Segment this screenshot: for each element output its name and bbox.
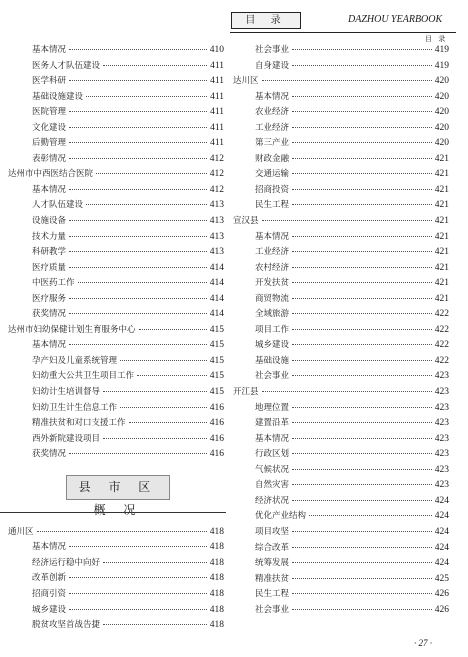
toc-entry-title: 基本情况 [32, 45, 67, 55]
dot-leader [292, 65, 432, 66]
toc-entry-title: 医务人才队伍建设 [32, 60, 101, 71]
toc-entry-page: 416 [209, 418, 224, 429]
toc-entry-page: 419 [434, 45, 449, 55]
toc-entry[interactable] [0, 587, 226, 603]
dot-leader [69, 236, 207, 237]
dot-leader [292, 531, 432, 532]
toc-entry[interactable] [0, 105, 226, 121]
toc-entry-page: 420 [434, 107, 449, 118]
toc-entry-page: 411 [210, 138, 224, 149]
dot-leader [292, 609, 432, 610]
toc-entry-page: 424 [434, 558, 449, 569]
section-rule [0, 512, 226, 513]
toc-entry-title: 医学科研 [32, 76, 67, 87]
toc-entry[interactable] [233, 587, 451, 603]
toc-entry-page: 423 [434, 387, 449, 398]
dot-leader [103, 438, 207, 439]
toc-entry[interactable] [233, 292, 451, 308]
toc-entry-page: 423 [434, 418, 449, 429]
toc-entry-title: 商贸物流 [255, 293, 290, 304]
toc-entry[interactable] [0, 540, 226, 556]
toc-entry[interactable] [0, 230, 226, 246]
dot-leader [69, 577, 207, 578]
toc-entry-title: 招商引资 [32, 588, 67, 599]
toc-entry[interactable] [233, 494, 451, 510]
toc-entry-title: 自身建设 [255, 60, 290, 71]
toc-entry-page: 411 [210, 76, 224, 87]
toc-entry[interactable] [0, 276, 226, 292]
toc-entry[interactable] [233, 90, 451, 106]
toc-entry[interactable] [0, 183, 226, 199]
dot-leader [86, 204, 207, 205]
toc-entry-page: 413 [209, 200, 224, 211]
toc-entry-title: 改革创新 [32, 573, 67, 584]
toc-entry-title: 经济运行稳中向好 [32, 557, 101, 568]
toc-entry-title: 医院管理 [32, 107, 67, 118]
toc-entry-title: 医疗服务 [32, 293, 67, 304]
header-rule [230, 32, 456, 33]
dot-leader [69, 142, 207, 143]
toc-entry[interactable] [233, 463, 451, 479]
dot-leader [69, 546, 207, 547]
toc-entry-title: 民生工程 [255, 200, 290, 211]
dot-leader [292, 453, 432, 454]
toc-entry-page: 411 [210, 91, 224, 102]
toc-entry-page: 423 [434, 464, 449, 475]
toc-entry-title: 基础设施建设 [32, 91, 84, 102]
toc-entry-title: 科研教学 [32, 247, 67, 258]
toc-entry-title: 工业经济 [255, 122, 290, 133]
dot-leader [292, 593, 432, 594]
dot-leader [292, 547, 432, 548]
dot-leader [292, 189, 432, 190]
toc-entry[interactable] [0, 167, 226, 183]
toc-entry[interactable] [0, 59, 226, 75]
toc-entry-page: 421 [434, 153, 449, 164]
dot-leader [37, 531, 207, 532]
toc-left-list [0, 43, 226, 463]
dot-leader [292, 96, 432, 97]
toc-entry-page: 423 [434, 449, 449, 460]
toc-entry[interactable] [233, 230, 451, 246]
dot-leader [292, 313, 432, 314]
header-subtitle: 目 录 [425, 35, 448, 43]
toc-entry-title: 基本情况 [255, 91, 290, 102]
dot-leader [262, 220, 432, 221]
toc-entry-page: 423 [434, 402, 449, 413]
dot-leader [69, 453, 207, 454]
toc-entry-title: 人才队伍建设 [32, 200, 84, 211]
dot-leader [137, 375, 207, 376]
toc-entry[interactable] [233, 105, 451, 121]
toc-entry-title: 农村经济 [255, 262, 290, 273]
toc-entry[interactable] [0, 121, 226, 137]
toc-entry[interactable] [233, 556, 451, 572]
toc-entry-page: 413 [209, 216, 224, 227]
toc-entry-title: 基本情况 [32, 184, 67, 195]
toc-entry[interactable] [233, 603, 451, 619]
toc-entry[interactable] [233, 43, 451, 59]
dot-leader [69, 158, 207, 159]
dot-leader [262, 391, 432, 392]
toc-entry[interactable] [0, 385, 226, 401]
dot-leader [292, 360, 432, 361]
toc-entry-page: 422 [434, 309, 449, 320]
toc-entry-page: 418 [209, 542, 224, 553]
toc-entry-page: 411 [210, 122, 224, 133]
toc-entry-title: 达州市中西医结合医院 [8, 169, 94, 180]
toc-entry-title: 项目工作 [255, 324, 290, 335]
dot-leader [139, 329, 207, 330]
toc-entry-page: 415 [209, 355, 224, 366]
toc-entry[interactable] [233, 432, 451, 448]
dot-leader [69, 344, 207, 345]
toc-entry-page: 415 [209, 371, 224, 382]
toc-entry-title: 基础设施 [255, 355, 290, 366]
toc-entry-title: 城乡建设 [32, 604, 67, 615]
toc-entry-page: 422 [434, 340, 449, 351]
running-title: DAZHOU YEARBOOK [348, 14, 443, 25]
dot-leader [292, 484, 432, 485]
dot-leader [69, 313, 207, 314]
toc-entry-title: 全域旅游 [255, 309, 290, 320]
toc-entry[interactable] [233, 136, 451, 152]
toc-entry-page: 421 [434, 169, 449, 180]
toc-entry-page: 416 [209, 402, 224, 413]
toc-right-list [233, 43, 451, 618]
toc-entry-title: 宣汉县 [233, 216, 259, 227]
toc-entry[interactable] [0, 556, 226, 572]
toc-entry-title: 基本情况 [32, 542, 67, 553]
section-divider [0, 463, 226, 525]
toc-entry-page: 412 [209, 153, 224, 164]
toc-entry-page: 414 [209, 309, 224, 320]
dot-leader [292, 142, 432, 143]
toc-entry[interactable] [233, 74, 451, 90]
dot-leader [292, 578, 432, 579]
toc-entry-title: 精准扶贫 [255, 573, 290, 584]
toc-entry-title: 农业经济 [255, 107, 290, 118]
toc-entry-page: 424 [434, 511, 449, 522]
toc-entry-page: 412 [209, 184, 224, 195]
toc-entry-page: 420 [434, 122, 449, 133]
toc-entry[interactable] [233, 509, 451, 525]
toc-entry-title: 达州市妇幼保健计划生育服务中心 [8, 324, 136, 335]
dot-leader [292, 407, 432, 408]
toc-entry-page: 423 [434, 433, 449, 444]
toc-entry[interactable] [233, 369, 451, 385]
toc-entry[interactable] [233, 183, 451, 199]
dot-leader [292, 49, 432, 50]
toc-entry[interactable] [233, 354, 451, 370]
toc-entry-title: 开江县 [233, 387, 259, 398]
toc-entry-page: 415 [209, 340, 224, 351]
toc-entry-title: 第三产业 [255, 138, 290, 149]
toc-entry-title: 社会事业 [255, 604, 290, 615]
dot-leader [69, 49, 207, 50]
toc-entry-title: 招商投资 [255, 184, 290, 195]
toc-entry-title: 中医药工作 [32, 278, 75, 289]
toc-entry-title: 通川区 [8, 526, 34, 537]
toc-entry-page: 418 [209, 526, 224, 537]
toc-entry[interactable] [0, 401, 226, 417]
dot-leader [292, 469, 432, 470]
toc-entry-page: 420 [434, 138, 449, 149]
toc-entry[interactable] [233, 525, 451, 541]
dot-leader [292, 173, 432, 174]
toc-entry-page: 422 [434, 324, 449, 335]
toc-entry-title: 社会事业 [255, 371, 290, 382]
toc-entry-page: 419 [434, 60, 449, 71]
dot-leader [69, 111, 207, 112]
toc-entry-title: 获奖情况 [32, 449, 67, 460]
toc-entry[interactable] [233, 121, 451, 137]
dot-leader [292, 267, 432, 268]
toc-entry-page: 425 [434, 573, 449, 584]
toc-entry-page: 412 [209, 169, 224, 180]
toc-entry-page: 416 [209, 449, 224, 460]
toc-entry[interactable] [0, 307, 226, 323]
toc-entry-page: 421 [434, 278, 449, 289]
dot-leader [292, 422, 432, 423]
toc-entry-page: 420 [434, 91, 449, 102]
toc-entry-page: 413 [209, 231, 224, 242]
toc-entry-title: 地理位置 [255, 402, 290, 413]
dot-leader [69, 298, 207, 299]
toc-entry-page: 421 [434, 200, 449, 211]
toc-entry-page: 411 [210, 107, 224, 118]
toc-entry[interactable] [233, 478, 451, 494]
toc-entry[interactable] [0, 447, 226, 463]
toc-entry-page: 415 [209, 324, 224, 335]
toc-entry-title: 西外新院建设项目 [32, 433, 101, 444]
toc-entry-page: 416 [209, 433, 224, 444]
toc-entry-title: 技术力量 [32, 231, 67, 242]
toc-entry[interactable] [0, 261, 226, 277]
toc-entry[interactable] [233, 323, 451, 339]
toc-entry[interactable] [0, 90, 226, 106]
toc-entry-title: 交通运输 [255, 169, 290, 180]
dot-leader [292, 251, 432, 252]
toc-entry[interactable] [233, 447, 451, 463]
toc-entry-title: 行政区划 [255, 449, 290, 460]
toc-entry-title: 经济状况 [255, 495, 290, 506]
toc-entry-title: 项目攻坚 [255, 526, 290, 537]
toc-entry[interactable] [233, 416, 451, 432]
toc-entry-page: 422 [434, 355, 449, 366]
dot-leader [69, 220, 207, 221]
toc-entry[interactable] [0, 525, 226, 541]
dot-leader [292, 298, 432, 299]
toc-entry-title: 孕产妇及儿童系统管理 [32, 355, 118, 366]
toc-entry[interactable] [0, 152, 226, 168]
toc-entry[interactable] [233, 167, 451, 183]
toc-entry-page: 418 [209, 604, 224, 615]
toc-entry[interactable] [0, 354, 226, 370]
toc-entry-page: 423 [434, 480, 449, 491]
toc-entry-title: 妇幼计生培训督导 [32, 387, 101, 398]
toc-entry[interactable] [0, 43, 226, 59]
toc-entry-page: 414 [209, 293, 224, 304]
toc-entry-title: 城乡建设 [255, 340, 290, 351]
dot-leader [292, 111, 432, 112]
dot-leader [292, 127, 432, 128]
toc-entry[interactable] [233, 276, 451, 292]
toc-entry-page: 426 [434, 589, 449, 600]
dot-leader [103, 391, 207, 392]
toc-entry-title: 基本情况 [255, 433, 290, 444]
toc-entry-page: 421 [434, 293, 449, 304]
toc-entry[interactable] [233, 401, 451, 417]
toc-entry-page: 418 [209, 557, 224, 568]
dot-leader [292, 438, 432, 439]
toc-entry[interactable] [0, 214, 226, 230]
toc-entry-page: 426 [434, 604, 449, 615]
dot-leader [292, 282, 432, 283]
dot-leader [292, 204, 432, 205]
toc-entry[interactable] [233, 338, 451, 354]
toc-header-title: 目 录 [245, 15, 287, 26]
toc-entry-title: 自然灾害 [255, 480, 290, 491]
toc-entry-title: 统筹发展 [255, 558, 290, 569]
toc-entry-title: 气候状况 [255, 464, 290, 475]
toc-entry[interactable] [0, 432, 226, 448]
dot-leader [78, 282, 207, 283]
toc-entry[interactable] [233, 307, 451, 323]
toc-entry-title: 基本情况 [255, 231, 290, 242]
toc-entry[interactable] [0, 292, 226, 308]
toc-left-list-after [0, 525, 226, 634]
dot-leader [292, 158, 432, 159]
toc-entry-page: 410 [209, 45, 224, 55]
toc-entry-title: 建置沿革 [255, 418, 290, 429]
toc-entry[interactable] [233, 245, 451, 261]
toc-entry-title: 工业经济 [255, 247, 290, 258]
toc-entry-page: 413 [209, 247, 224, 258]
dot-leader [292, 562, 432, 563]
section-banner: 县 市 区 概 况 [66, 475, 170, 500]
toc-entry-title: 优化产业结构 [255, 511, 307, 522]
toc-entry[interactable] [233, 198, 451, 214]
dot-leader [292, 344, 432, 345]
toc-entry-title: 设施设备 [32, 216, 67, 227]
dot-leader [69, 127, 207, 128]
dot-leader [86, 96, 207, 97]
dot-leader [69, 593, 207, 594]
dot-leader [309, 515, 432, 516]
toc-right-column [233, 43, 451, 618]
toc-entry[interactable] [0, 198, 226, 214]
toc-entry[interactable] [0, 571, 226, 587]
toc-entry-title: 达川区 [233, 76, 259, 87]
toc-entry[interactable] [233, 541, 451, 557]
dot-leader [96, 173, 207, 174]
toc-entry-title: 民生工程 [255, 589, 290, 600]
toc-entry-title: 精准扶贫和对口支援工作 [32, 418, 126, 429]
toc-entry-page: 421 [434, 262, 449, 273]
toc-entry[interactable] [233, 385, 451, 401]
toc-entry[interactable] [0, 338, 226, 354]
toc-entry-page: 418 [209, 620, 224, 631]
toc-entry-page: 418 [209, 588, 224, 599]
toc-entry-page: 415 [209, 387, 224, 398]
toc-entry[interactable] [0, 323, 226, 339]
toc-entry-title: 基本情况 [32, 340, 67, 351]
dot-leader [69, 80, 207, 81]
dot-leader [292, 500, 432, 501]
toc-entry-title: 医疗质量 [32, 262, 67, 273]
toc-entry-page: 414 [209, 262, 224, 273]
toc-entry-title: 妇幼重大公共卫生项目工作 [32, 371, 135, 382]
toc-entry-title: 开发扶贫 [255, 278, 290, 289]
dot-leader [69, 189, 207, 190]
toc-entry[interactable] [0, 245, 226, 261]
toc-entry-title: 表彰情况 [32, 153, 67, 164]
toc-entry-page: 414 [209, 278, 224, 289]
dot-leader [129, 422, 207, 423]
toc-entry-title: 财政金融 [255, 153, 290, 164]
dot-leader [69, 251, 207, 252]
toc-entry[interactable] [0, 74, 226, 90]
toc-entry-page: 421 [434, 247, 449, 258]
toc-entry[interactable] [0, 416, 226, 432]
toc-entry-title: 妇幼卫生计生信息工作 [32, 402, 118, 413]
toc-entry[interactable] [233, 152, 451, 168]
dot-leader [262, 80, 432, 81]
dot-leader [69, 267, 207, 268]
toc-entry-title: 后勤管理 [32, 138, 67, 149]
toc-entry-title: 综合改革 [255, 542, 290, 553]
toc-entry-page: 424 [434, 495, 449, 506]
dot-leader [292, 375, 432, 376]
page-number: · 27 · [414, 638, 432, 648]
dot-leader [103, 562, 207, 563]
toc-left-column [0, 43, 226, 634]
dot-leader [103, 624, 207, 625]
toc-entry[interactable] [233, 214, 451, 230]
toc-entry-page: 424 [434, 526, 449, 537]
toc-entry[interactable] [233, 572, 451, 588]
toc-entry-page: 421 [434, 216, 449, 227]
toc-entry-page: 411 [210, 60, 224, 71]
toc-entry[interactable] [0, 369, 226, 385]
toc-entry[interactable] [233, 261, 451, 277]
dot-leader [292, 329, 432, 330]
toc-entry-page: 421 [434, 184, 449, 195]
toc-entry-page: 423 [434, 371, 449, 382]
dot-leader [103, 65, 207, 66]
toc-entry[interactable] [233, 59, 451, 75]
toc-entry-page: 420 [434, 76, 449, 87]
toc-entry-page: 424 [434, 542, 449, 553]
dot-leader [69, 609, 207, 610]
dot-leader [120, 407, 207, 408]
toc-entry-title: 文化建设 [32, 122, 67, 133]
toc-header-box [231, 12, 301, 29]
toc-entry[interactable] [0, 603, 226, 619]
toc-entry[interactable] [0, 618, 226, 634]
toc-entry[interactable] [0, 136, 226, 152]
toc-entry-page: 418 [209, 573, 224, 584]
toc-entry-title: 获奖情况 [32, 309, 67, 320]
dot-leader [120, 360, 207, 361]
toc-entry-page: 421 [434, 231, 449, 242]
toc-entry-title: 脱贫攻坚首战告捷 [32, 620, 101, 631]
dot-leader [292, 236, 432, 237]
toc-entry-title: 社会事业 [255, 45, 290, 55]
